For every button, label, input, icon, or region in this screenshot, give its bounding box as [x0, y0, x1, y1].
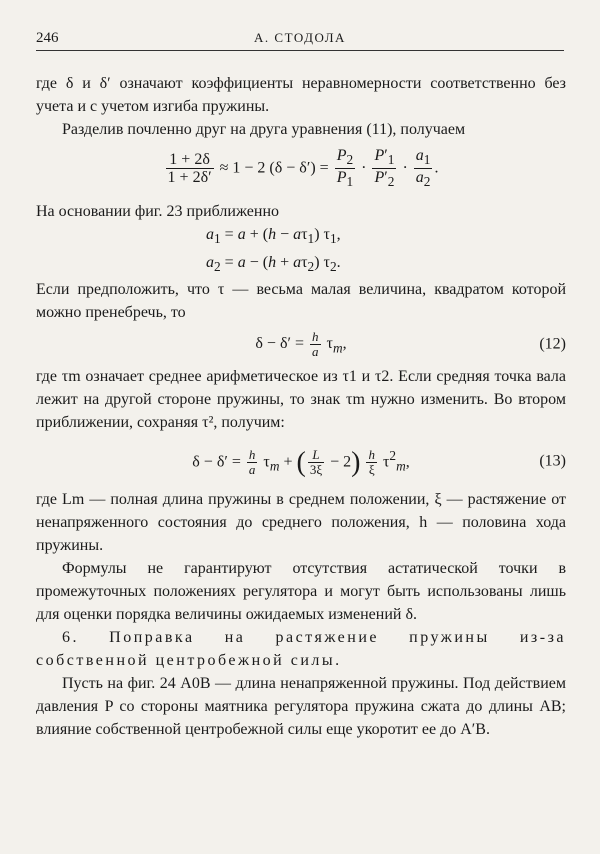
page-header	[36, 30, 564, 51]
paragraph-5: где τm означает среднее арифметическое из τ1 и τ2. Если средняя точка вала лежит на другой стороне пружины, то знак τm нужно изменить. Во втором приближении, сохраняя τ², получим:	[36, 368, 566, 432]
section-heading: 6. Поправка на растяжение пружины из-за собственной центробежной силы.	[36, 628, 566, 669]
paragraph-6: где Lm — полная длина пружины в среднем положении, ξ — растяжение от ненапряженного состояния до среднего положения, h — половина хода пружины.	[36, 490, 566, 554]
equation-13: δ − δ′ = $\frac{h}{a}$ $\tau_m$ + ( $\frac{L}{3\xi}$ − 2) $\frac{h}{\xi}$ $\tau^2_m$, (13)	[192, 447, 566, 479]
paragraph-1: где δ и δ′ означают коэффициенты неравномерности соответственно без учета и с учетом изгиба пружины.	[36, 75, 566, 115]
paragraph-3: На основании фиг. 23 приближенно	[36, 203, 280, 221]
equation-a2: $a_2 = a - (h + a\tau_2)$ $\tau_2$.	[206, 253, 341, 274]
equation-a1: $a_1 = a + (h - a\tau_1)$ $\tau_1$,	[206, 226, 341, 247]
page-body	[36, 72, 566, 741]
paragraph-7: Формулы не гарантируют отсутствия астатической точки в промежуточных положениях регулятора и могут быть использованы лишь для оценки порядка величины ожидаемых изменений δ.	[36, 559, 566, 623]
equation-12: δ − δ′ = $\frac{h}{a}$ $\tau_m$, (12)	[255, 328, 566, 359]
paragraph-4: Если предположить, что τ — весьма малая величина, квадратом которой можно пренебречь, то	[36, 280, 566, 321]
running-head-author: А. СТОДОЛА	[254, 30, 346, 45]
paragraph-2: Разделив почленно друг на друга уравнения (11), получаем	[62, 121, 466, 138]
equation-number-13: (13)	[539, 452, 566, 470]
paragraph-8: Пусть на фиг. 24 A0B — длина ненапряженной пружины. Под действием давления P со стороны маятника регулятора пружина сжата до длины AB; влияние собственной центробежной силы еще укоротит ее до A′B.	[36, 674, 566, 738]
page-number: 246	[36, 30, 59, 46]
equation-ratio: $\frac{1 + 2\delta}{1 + 2\delta'}$ ≈ 1 − 2 (δ − δ′) = $\frac{P_2}{P_1}$ · $\frac{P'_1}{P'_2}$ · $\frac{a_1}{a_2}$ .	[167, 147, 439, 190]
equation-number-12: (12)	[539, 335, 566, 353]
